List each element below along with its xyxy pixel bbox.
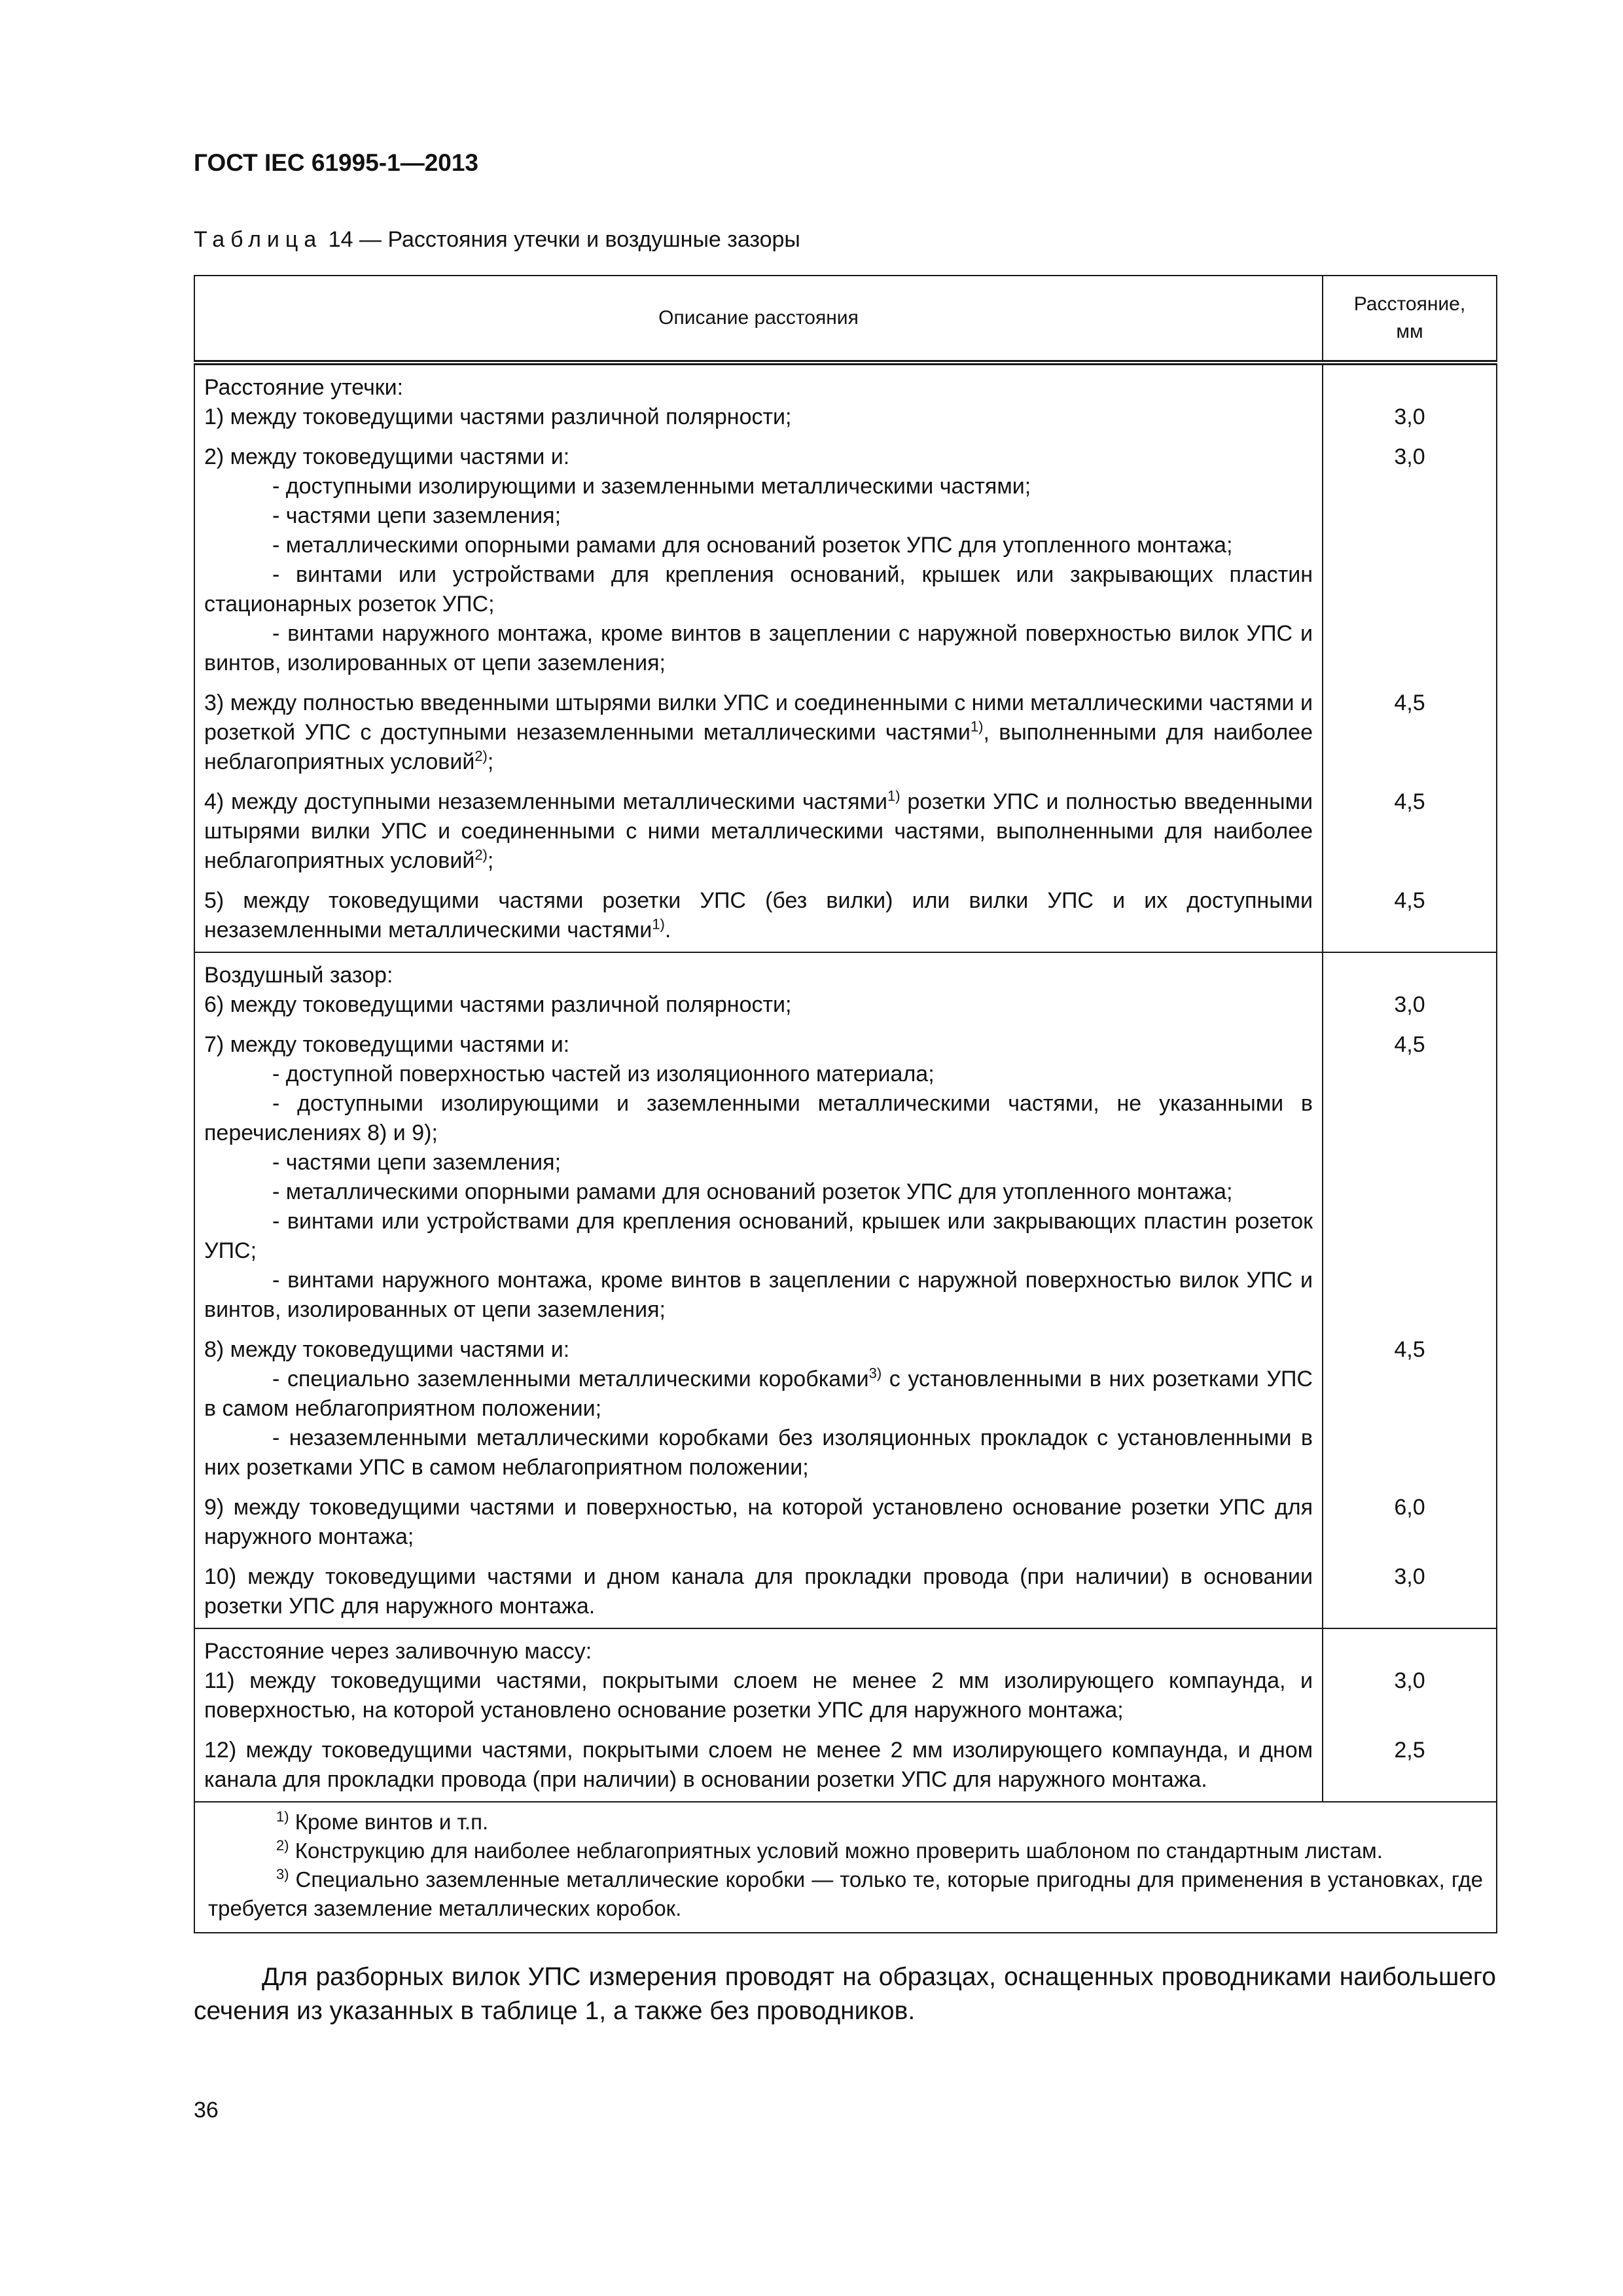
table-item-9: 9) между токоведущими частями и поверхностью, на которой установлено основание розетки УПС для наружного монтажа;: [204, 1495, 1313, 1549]
group-title: Расстояние утечки:: [204, 375, 404, 400]
item-lead: 8) между токоведущими частями и:: [204, 1337, 570, 1362]
table-item-2: [204, 442, 1313, 678]
distance-value-1: 3,0: [1394, 404, 1425, 429]
item-sub-entry: - доступными изолирующими и заземленными металлическими частями;: [272, 474, 1031, 499]
distance-value-7: 4,5: [1394, 1032, 1425, 1057]
footnote-ref: 2): [474, 747, 488, 764]
distance-value-5: 4,5: [1394, 888, 1425, 913]
item-sub-entry: - металлическими опорными рамами для оснований розеток УПС для утопленного монтажа;: [272, 1179, 1233, 1204]
table-item-5: [204, 886, 1313, 945]
table-caption: [194, 227, 800, 253]
table-item-8: [204, 1335, 1313, 1482]
distance-value-3: 4,5: [1394, 691, 1425, 715]
footnote-text: Специально заземленные металлические коробки — только те, которые пригодны для применения в установках, где требуется заземление металлических коробок.: [208, 1867, 1483, 1920]
item-sub-entry: - винтами или устройствами для крепления оснований, крышек или закрывающих пластин розеток УПС;: [204, 1209, 1313, 1263]
column-header-description: Описание расстояния: [194, 276, 1323, 363]
distance-value-4: 4,5: [1394, 789, 1425, 814]
distance-value-11: 3,0: [1394, 1668, 1425, 1693]
footnote-text: Конструкцию для наиболее неблагоприятных условий можно проверить шаблоном по стандартным листам.: [289, 1839, 1383, 1863]
table-caption-word: Таблица: [194, 227, 323, 252]
distance-value-10: 3,0: [1394, 1564, 1425, 1589]
page-number: 36: [194, 2098, 219, 2123]
footnote-mark: 2): [276, 1837, 289, 1854]
table-item-3: [204, 689, 1313, 777]
distance-value-6: 3,0: [1394, 992, 1425, 1017]
distance-value-2: 3,0: [1394, 444, 1425, 469]
item-text-part: 3) между полностью введенными штырями вилки УПС и соединенными с ними металлическими частями и розеткой УПС с доступными незаземленными металлическими частями: [204, 691, 1313, 745]
item-sub-entry: - металлическими опорными рамами для оснований розеток УПС для утопленного монтажа;: [272, 533, 1233, 558]
item-sub-entry: [204, 1365, 1313, 1424]
footnote-ref: 2): [474, 846, 488, 863]
item-text-part: розетки УПС и полностью введенными штырями вилки УПС и соединенными с ними металлическими частями, выполненными для наиболее неблагоприятных условий: [204, 789, 1313, 873]
table-footnotes-row: [194, 1802, 1497, 1933]
item-sub-entry: - винтами наружного монтажа, кроме винтов в зацеплении с наружной поверхностью вилок УПС и винтов, изолированных от цепи заземления;: [204, 621, 1313, 675]
group-title: Расстояние через заливочную массу:: [204, 1639, 592, 1664]
table-item-6: 6) между токоведущими частями различной полярности;: [204, 992, 792, 1017]
footnote-ref: 3): [868, 1365, 882, 1382]
document-code-header: ГОСТ IEC 61995-1—2013: [194, 149, 479, 176]
item-sub-entry: - незаземленными металлическими коробками без изоляционных прокладок с установленными в них розетками УПС в самом неблагоприятном положении;: [204, 1426, 1313, 1480]
column-header-distance-unit: мм: [1396, 321, 1423, 342]
group-description-cell: [194, 1628, 1323, 1802]
item-text-part: - специально заземленными металлическими коробками: [272, 1367, 869, 1391]
table-header-row: [194, 276, 1497, 363]
footnote-ref: 1): [970, 718, 984, 735]
column-header-distance: [1323, 276, 1497, 363]
column-header-distance-line1: Расстояние,: [1353, 293, 1466, 315]
table-item-1: 1) между токоведущими частями различной полярности;: [204, 404, 792, 429]
item-text-part: , выполненными для наиболее неблагоприятных условий: [204, 720, 1313, 774]
group-value-cell: [1323, 1628, 1497, 1802]
footnote-2: [208, 1837, 1483, 1865]
distances-table: [194, 275, 1497, 1933]
item-text-part: .: [664, 918, 671, 942]
group-title: Воздушный зазор:: [204, 963, 393, 988]
item-sub-entry: - частями цепи заземления;: [272, 1150, 562, 1175]
item-text-part: 5) между токоведущими частями розетки УПС (без вилки) или вилки УПС и их доступными незаземленными металлическими частями: [204, 888, 1313, 942]
table-group-creepage: [194, 363, 1497, 952]
item-sub-entry: - частями цепи заземления;: [272, 503, 562, 528]
group-value-cell: [1323, 363, 1497, 952]
table-group-clearance: [194, 952, 1497, 1628]
group-description-cell: [194, 952, 1323, 1628]
table-caption-text: 14 — Расстояния утечки и воздушные зазоры: [328, 227, 800, 252]
table-item-12: 12) между токоведущими частями, покрытыми слоем не менее 2 мм изолирующего компаунда, и дном канала для прокладки провода (при наличии) в основании розетки УПС для наружного монтажа.: [204, 1738, 1313, 1792]
item-lead: 2) между токоведущими частями и:: [204, 444, 570, 469]
distance-value-8: 4,5: [1394, 1337, 1425, 1362]
footnote-ref: 1): [887, 787, 901, 804]
footnote-1: [208, 1808, 1483, 1837]
table-item-11: 11) между токоведущими частями, покрытыми слоем не менее 2 мм изолирующего компаунда, и поверхностью, на которой установлено основание розетки УПС для наружного монтажа;: [204, 1668, 1313, 1723]
table-group-compound: [194, 1628, 1497, 1802]
distance-value-12: 2,5: [1394, 1738, 1425, 1763]
item-sub-entry: - винтами наружного монтажа, кроме винтов в зацеплении с наружной поверхностью вилок УПС и винтов, изолированных от цепи заземления;: [204, 1268, 1313, 1322]
footnote-mark: 1): [276, 1808, 289, 1825]
footnote-text: Кроме винтов и т.п.: [289, 1810, 489, 1834]
group-value-cell: [1323, 952, 1497, 1628]
footnote-3: [208, 1865, 1483, 1923]
item-sub-entry: - доступной поверхностью частей из изоляционного материала;: [272, 1062, 935, 1086]
item-sub-entry: - винтами или устройствами для крепления оснований, крышек или закрывающих пластин стационарных розеток УПС;: [204, 562, 1313, 617]
distance-value-9: 6,0: [1394, 1495, 1425, 1520]
item-text-part: с установленными в них розетками УПС в самом неблагоприятном положении;: [204, 1367, 1313, 1421]
item-text-part: ;: [487, 848, 494, 873]
item-text-part: ;: [487, 749, 494, 774]
footnotes-cell: [194, 1802, 1497, 1933]
item-lead: 7) между токоведущими частями и:: [204, 1032, 570, 1057]
distances-table-wrapper: [194, 275, 1496, 1933]
footnote-ref: 1): [652, 916, 665, 933]
footnote-mark: 3): [276, 1866, 289, 1882]
item-text-part: 4) между доступными незаземленными металлическими частями: [204, 789, 887, 814]
body-paragraph: Для разборных вилок УПС измерения проводят на образцах, оснащенных проводниками наибольшего сечения из указанных в таблице 1, а также без проводников.: [194, 1963, 1496, 2025]
table-item-10: 10) между токоведущими частями и дном канала для прокладки провода (при наличии) в основании розетки УПС для наружного монтажа.: [204, 1564, 1313, 1619]
item-sub-entry: - доступными изолирующими и заземленными металлическими частями, не указанными в перечислениях 8) и 9);: [204, 1091, 1313, 1145]
table-item-7: [204, 1030, 1313, 1325]
group-description-cell: [194, 363, 1323, 952]
table-item-4: [204, 787, 1313, 876]
